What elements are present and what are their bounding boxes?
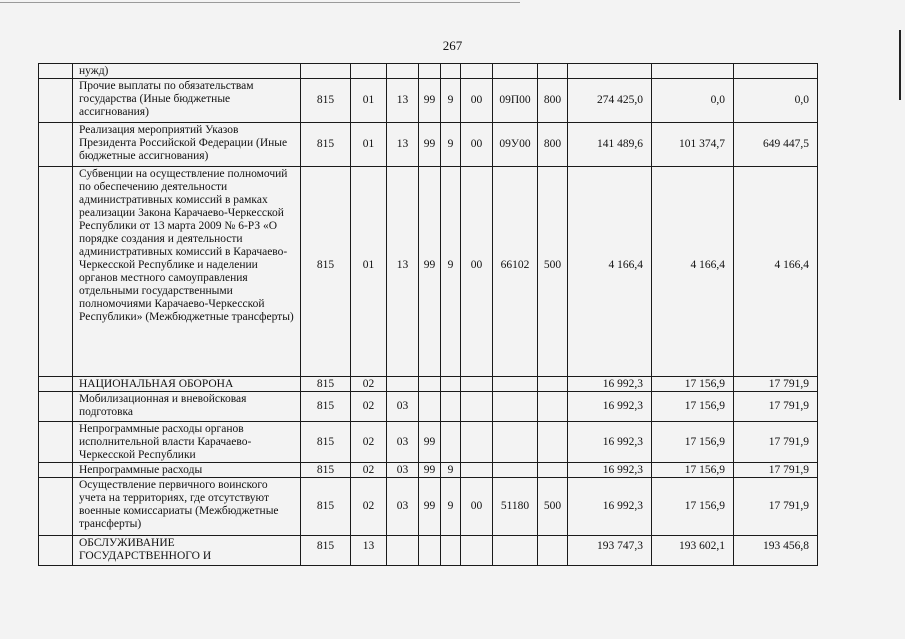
table-row xyxy=(39,478,818,536)
row-index-cell xyxy=(39,463,73,478)
admin-code-cell: 815 xyxy=(301,377,351,392)
amount-year-3-cell: 4 166,4 xyxy=(734,167,818,377)
amount-year-3-cell: 17 791,9 xyxy=(734,478,818,536)
budget-table-body xyxy=(39,64,818,566)
amount-year-1-cell: 16 992,3 xyxy=(568,463,652,478)
expense-name-cell: Мобилизационная и вневойсковая подготовка xyxy=(73,392,301,422)
section-code-cell: 13 xyxy=(351,536,387,566)
subprogram-code-cell xyxy=(441,422,461,463)
row-index-cell xyxy=(39,123,73,167)
subsection-code-cell: 03 xyxy=(387,478,419,536)
section-code-cell: 02 xyxy=(351,422,387,463)
expense-name-cell: нужд) xyxy=(73,64,301,79)
amount-year-1-cell: 16 992,3 xyxy=(568,392,652,422)
subprogram-code-cell xyxy=(441,392,461,422)
expense-code-cell xyxy=(493,536,538,566)
amount-year-1-cell: 141 489,6 xyxy=(568,123,652,167)
expense-code-cell: 66102 xyxy=(493,167,538,377)
admin-code-cell: 815 xyxy=(301,79,351,123)
type-code-cell xyxy=(538,422,568,463)
table-row xyxy=(39,79,818,123)
expense-code-cell xyxy=(493,392,538,422)
type-code-cell: 500 xyxy=(538,167,568,377)
amount-year-3-cell: 17 791,9 xyxy=(734,392,818,422)
row-index-cell xyxy=(39,536,73,566)
type-code-cell xyxy=(538,536,568,566)
amount-year-3-cell: 17 791,9 xyxy=(734,377,818,392)
admin-code-cell: 815 xyxy=(301,123,351,167)
row-index-cell xyxy=(39,79,73,123)
program-code-cell: 99 xyxy=(419,79,441,123)
expense-code-cell xyxy=(493,64,538,79)
program-code-cell: 99 xyxy=(419,167,441,377)
amount-year-3-cell xyxy=(734,64,818,79)
subprogram-code-cell xyxy=(441,536,461,566)
admin-code-cell xyxy=(301,64,351,79)
direction-code-cell xyxy=(461,463,493,478)
type-code-cell: 800 xyxy=(538,79,568,123)
amount-year-2-cell: 4 166,4 xyxy=(652,167,734,377)
section-code-cell: 02 xyxy=(351,392,387,422)
row-index-cell xyxy=(39,478,73,536)
admin-code-cell: 815 xyxy=(301,478,351,536)
amount-year-3-cell: 17 791,9 xyxy=(734,422,818,463)
subprogram-code-cell: 9 xyxy=(441,123,461,167)
subsection-code-cell xyxy=(387,377,419,392)
budget-table xyxy=(38,63,818,566)
program-code-cell: 99 xyxy=(419,478,441,536)
row-index-cell xyxy=(39,64,73,79)
type-code-cell xyxy=(538,392,568,422)
expense-name-cell: Субвенции на осуществление полномочий по обеспечению деятельности административных комиссий в рамках реализации Закона Карачаево-Черкесской Республики от 13 марта 2009 № 6-РЗ «О порядке создания и деятельности административных комиссий в Карачаево-Черкесской Республике и наделении органов местного самоуправления отдельными государственными полномочиями Карачаево-Черкесской Республики» (Межбюджетные трансферты) xyxy=(73,167,301,377)
table-row xyxy=(39,463,818,478)
table-row xyxy=(39,167,818,377)
program-code-cell: 99 xyxy=(419,123,441,167)
subprogram-code-cell: 9 xyxy=(441,167,461,377)
amount-year-3-cell: 17 791,9 xyxy=(734,463,818,478)
amount-year-1-cell: 4 166,4 xyxy=(568,167,652,377)
amount-year-3-cell: 193 456,8 xyxy=(734,536,818,566)
section-code-cell: 01 xyxy=(351,123,387,167)
amount-year-1-cell: 193 747,3 xyxy=(568,536,652,566)
expense-code-cell xyxy=(493,377,538,392)
amount-year-1-cell: 16 992,3 xyxy=(568,377,652,392)
program-code-cell xyxy=(419,536,441,566)
table-row xyxy=(39,392,818,422)
program-code-cell: 99 xyxy=(419,463,441,478)
amount-year-2-cell: 0,0 xyxy=(652,79,734,123)
subprogram-code-cell: 9 xyxy=(441,463,461,478)
amount-year-3-cell: 0,0 xyxy=(734,79,818,123)
row-index-cell xyxy=(39,167,73,377)
expense-name-cell: НАЦИОНАЛЬНАЯ ОБОРОНА xyxy=(73,377,301,392)
section-code-cell xyxy=(351,64,387,79)
expense-name-cell: Реализация мероприятий Указов Президента Российской Федерации (Иные бюджетные ассигнования) xyxy=(73,123,301,167)
type-code-cell: 800 xyxy=(538,123,568,167)
section-code-cell: 02 xyxy=(351,463,387,478)
subsection-code-cell: 13 xyxy=(387,79,419,123)
program-code-cell xyxy=(419,377,441,392)
section-code-cell: 01 xyxy=(351,167,387,377)
direction-code-cell xyxy=(461,392,493,422)
table-row xyxy=(39,377,818,392)
admin-code-cell: 815 xyxy=(301,536,351,566)
subprogram-code-cell: 9 xyxy=(441,79,461,123)
subsection-code-cell: 13 xyxy=(387,123,419,167)
section-code-cell: 02 xyxy=(351,478,387,536)
row-index-cell xyxy=(39,377,73,392)
table-row xyxy=(39,422,818,463)
amount-year-2-cell: 193 602,1 xyxy=(652,536,734,566)
expense-name-cell: Непрограммные расходы xyxy=(73,463,301,478)
row-index-cell xyxy=(39,422,73,463)
table-row xyxy=(39,123,818,167)
subsection-code-cell xyxy=(387,64,419,79)
expense-name-cell: ОБСЛУЖИВАНИЕ ГОСУДАРСТВЕННОГО И xyxy=(73,536,301,566)
amount-year-2-cell: 17 156,9 xyxy=(652,377,734,392)
subsection-code-cell: 03 xyxy=(387,463,419,478)
section-code-cell: 01 xyxy=(351,79,387,123)
type-code-cell xyxy=(538,377,568,392)
expense-code-cell: 09П00 xyxy=(493,79,538,123)
direction-code-cell: 00 xyxy=(461,478,493,536)
subsection-code-cell: 13 xyxy=(387,167,419,377)
amount-year-1-cell: 274 425,0 xyxy=(568,79,652,123)
type-code-cell: 500 xyxy=(538,478,568,536)
admin-code-cell: 815 xyxy=(301,392,351,422)
direction-code-cell xyxy=(461,422,493,463)
direction-code-cell xyxy=(461,536,493,566)
subsection-code-cell: 03 xyxy=(387,392,419,422)
admin-code-cell: 815 xyxy=(301,463,351,478)
amount-year-2-cell xyxy=(652,64,734,79)
amount-year-1-cell: 16 992,3 xyxy=(568,422,652,463)
direction-code-cell: 00 xyxy=(461,123,493,167)
table-row xyxy=(39,64,818,79)
admin-code-cell: 815 xyxy=(301,422,351,463)
amount-year-2-cell: 17 156,9 xyxy=(652,422,734,463)
expense-code-cell xyxy=(493,422,538,463)
page-number: 267 xyxy=(442,38,463,53)
amount-year-2-cell: 17 156,9 xyxy=(652,478,734,536)
expense-name-cell: Осуществление первичного воинского учета на территориях, где отсутствуют военные комиссариаты (Межбюджетные трансферты) xyxy=(73,478,301,536)
subsection-code-cell: 03 xyxy=(387,422,419,463)
expense-code-cell: 51180 xyxy=(493,478,538,536)
subprogram-code-cell: 9 xyxy=(441,478,461,536)
direction-code-cell xyxy=(461,64,493,79)
table-row xyxy=(39,536,818,566)
amount-year-1-cell xyxy=(568,64,652,79)
subprogram-code-cell xyxy=(441,64,461,79)
program-code-cell xyxy=(419,64,441,79)
program-code-cell: 99 xyxy=(419,422,441,463)
expense-name-cell: Прочие выплаты по обязательствам государства (Иные бюджетные ассигнования) xyxy=(73,79,301,123)
expense-name-cell: Непрограммные расходы органов исполнительной власти Карачаево-Черкесской Республики xyxy=(73,422,301,463)
row-index-cell xyxy=(39,392,73,422)
amount-year-1-cell: 16 992,3 xyxy=(568,478,652,536)
subsection-code-cell xyxy=(387,536,419,566)
amount-year-2-cell: 17 156,9 xyxy=(652,392,734,422)
type-code-cell xyxy=(538,463,568,478)
subprogram-code-cell xyxy=(441,377,461,392)
expense-code-cell: 09У00 xyxy=(493,123,538,167)
section-code-cell: 02 xyxy=(351,377,387,392)
direction-code-cell: 00 xyxy=(461,167,493,377)
program-code-cell xyxy=(419,392,441,422)
top-rule xyxy=(0,2,520,3)
amount-year-2-cell: 17 156,9 xyxy=(652,463,734,478)
amount-year-2-cell: 101 374,7 xyxy=(652,123,734,167)
expense-code-cell xyxy=(493,463,538,478)
direction-code-cell xyxy=(461,377,493,392)
type-code-cell xyxy=(538,64,568,79)
admin-code-cell: 815 xyxy=(301,167,351,377)
amount-year-3-cell: 649 447,5 xyxy=(734,123,818,167)
direction-code-cell: 00 xyxy=(461,79,493,123)
